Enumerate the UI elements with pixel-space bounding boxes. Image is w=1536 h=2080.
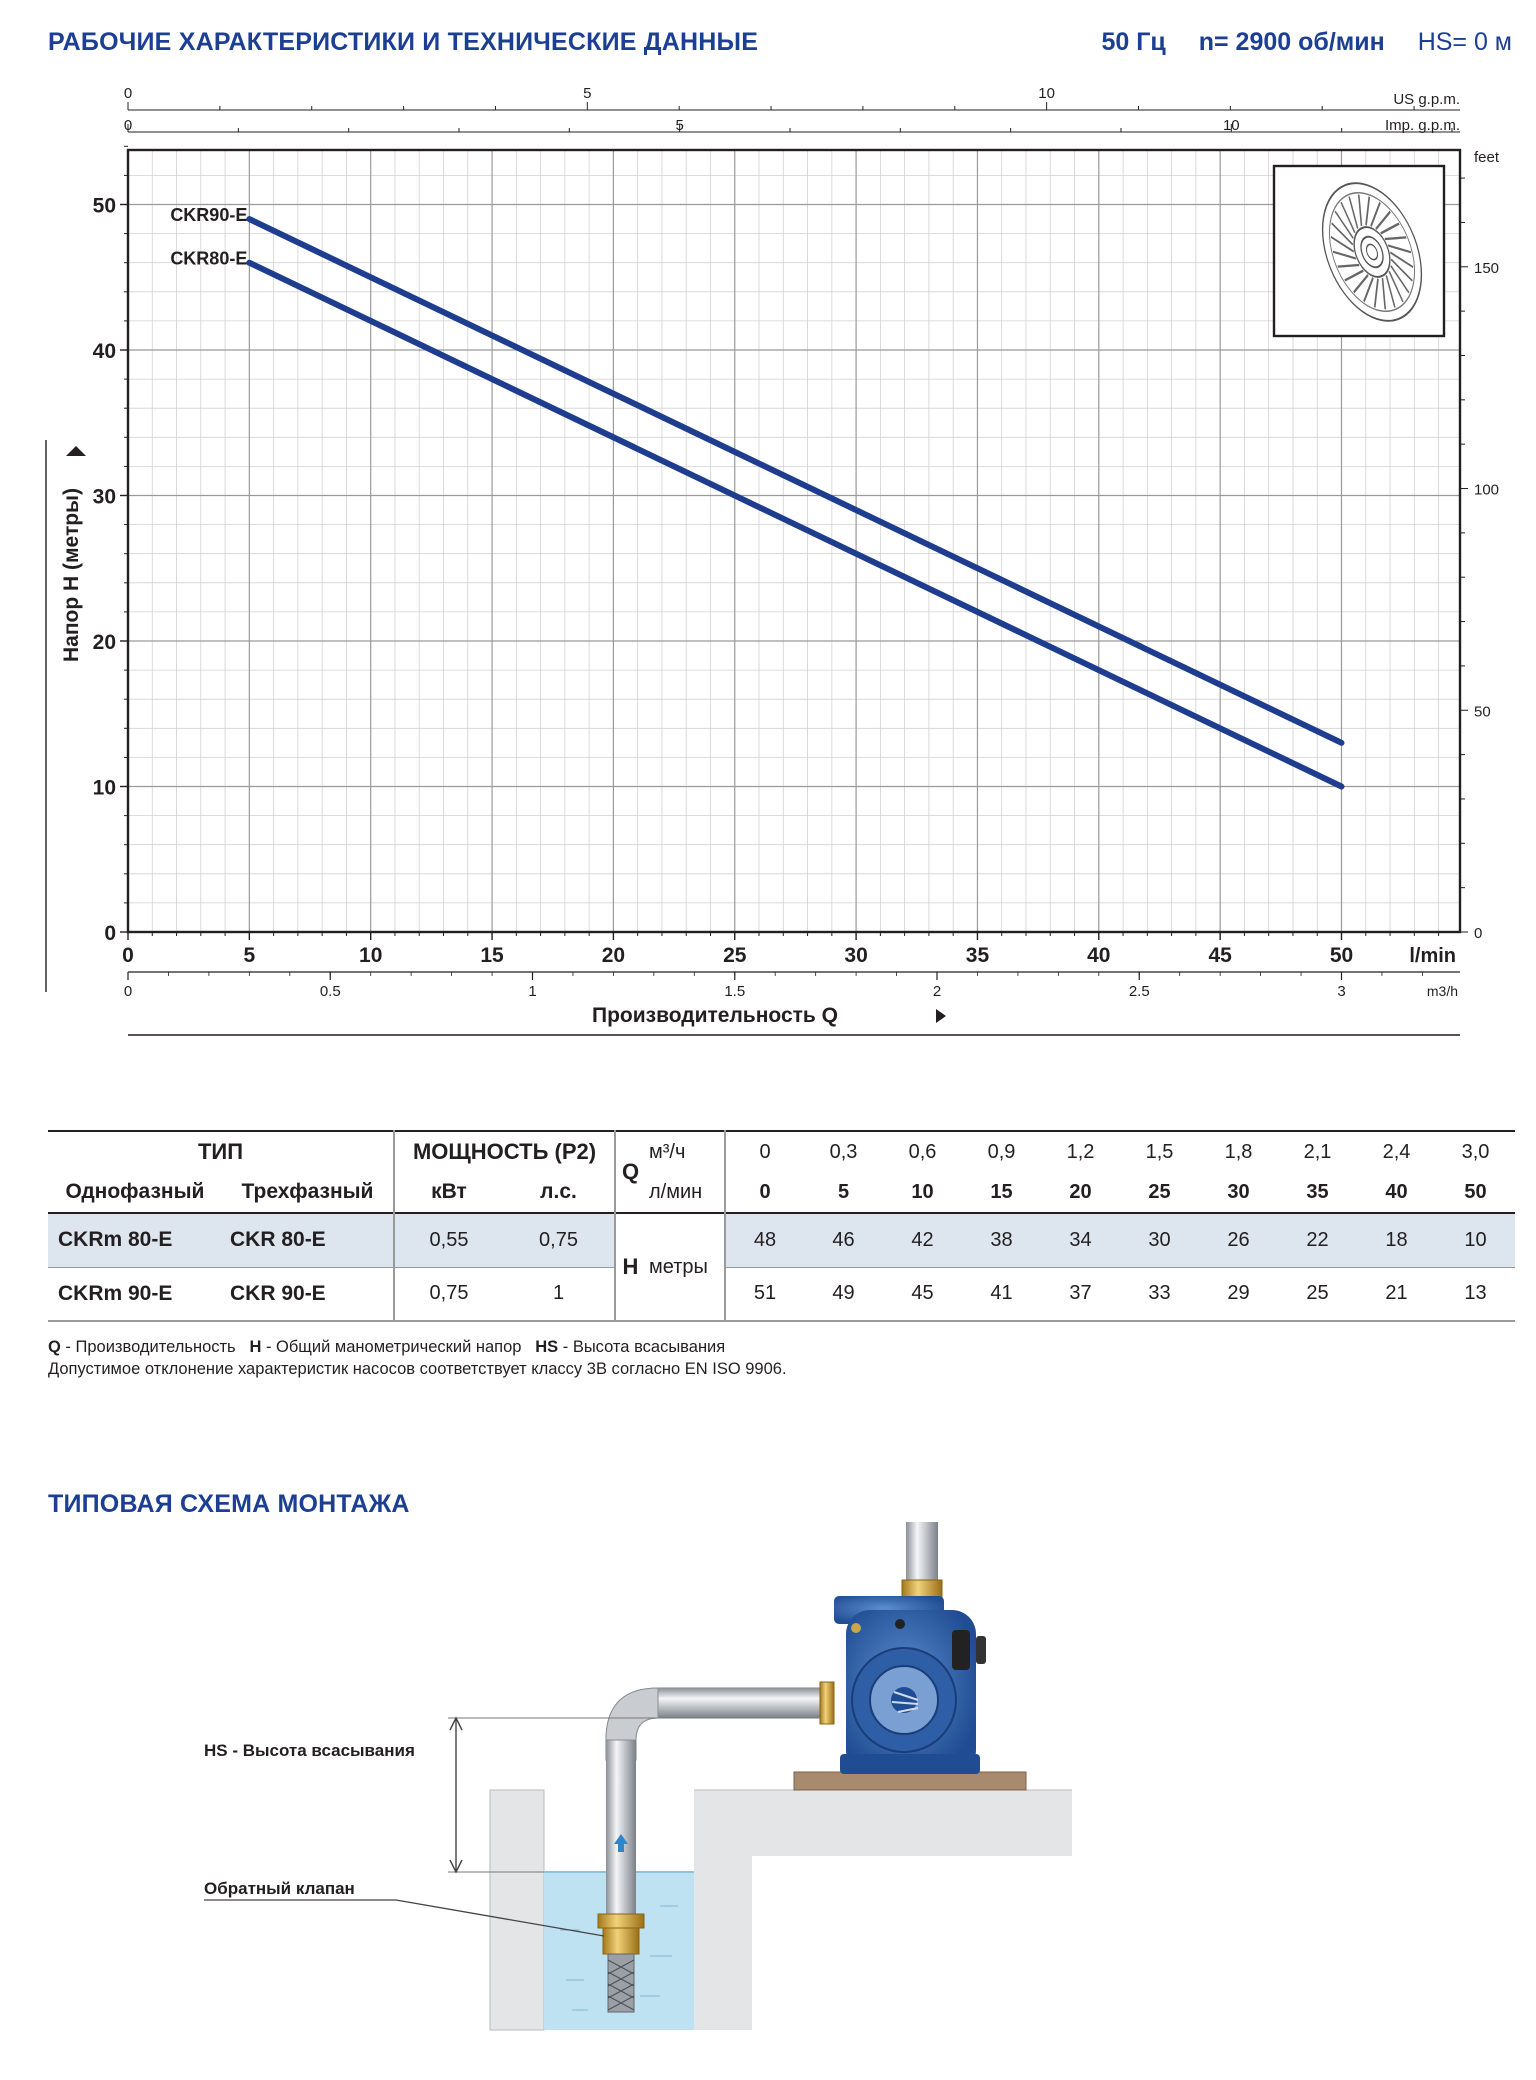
imp-gpm-tick-label: 0 (123, 117, 133, 134)
m3h-tick-label: 1.5 (724, 983, 746, 1000)
y-tick-label: 0 (104, 922, 116, 945)
x-tick-label: 5 (243, 944, 256, 967)
y-tick-label: 20 (92, 631, 116, 654)
x-axis-title: Производительность Q (591, 1004, 838, 1027)
q-lmin-cell: 20 (1069, 1180, 1092, 1203)
head-cell: 38 (962, 1213, 1041, 1267)
imp-gpm-label: Imp. g.p.m. (1384, 117, 1460, 134)
head-cell: 48 (725, 1213, 804, 1267)
performance-table (48, 1130, 1515, 1322)
q-lmin-cell: 40 (1385, 1180, 1408, 1203)
power-hp: 1 (503, 1267, 615, 1321)
power-hp: 0,75 (503, 1213, 615, 1267)
x-tick-label: 10 (359, 944, 383, 967)
q-note-text: - Производительность (60, 1338, 236, 1356)
feet-tick-label: 0 (1474, 925, 1483, 942)
q-m3h-cell: 1,2 (1066, 1140, 1095, 1163)
q-lmin-cell: 30 (1227, 1180, 1250, 1203)
series-label: CKR80-E (170, 248, 248, 269)
plot-frame (128, 150, 1460, 932)
q-unit-m3h: м³/ч (645, 1131, 725, 1172)
x-tick-label: 25 (723, 944, 747, 967)
q-m3h-cell: 0,3 (829, 1140, 858, 1163)
head-cell: 21 (1385, 1282, 1408, 1305)
x-tick-label: 45 (1208, 944, 1232, 967)
head-cell: 45 (911, 1282, 934, 1305)
q-note-symbol: Q (48, 1338, 61, 1356)
head-cell: 30 (1120, 1213, 1199, 1267)
x-tick-label: 20 (601, 944, 626, 967)
q-m3h-cell: 0 (759, 1140, 771, 1163)
model-three: CKR 90-E (222, 1267, 394, 1321)
y-tick-label: 50 (92, 194, 116, 218)
us-gpm-label: US g.p.m. (1393, 91, 1460, 108)
head-cell: 34 (1041, 1213, 1120, 1267)
x-tick-label: 0 (122, 944, 134, 967)
discharge-pipe (902, 1522, 942, 1600)
x-tick-label: 40 (1087, 944, 1111, 967)
power-header: МОЩНОСТЬ (P2) (394, 1131, 615, 1172)
flow-arrow-icon (911, 1548, 933, 1574)
q-m3h-cell: 0,9 (987, 1140, 1016, 1163)
head-cell: 25 (1306, 1282, 1329, 1305)
tolerance-note: Допустимое отклонение характеристик насосов соответствует классу 3B согласно EN ISO 9906. (48, 1360, 787, 1378)
head-cell: 33 (1148, 1282, 1171, 1305)
us-gpm-tick-label: 0 (123, 85, 133, 102)
hs-dimension (448, 1718, 820, 1872)
head-cell: 49 (832, 1282, 855, 1305)
q-m3h-cell: 1,5 (1145, 1140, 1174, 1163)
table-row (48, 1267, 1515, 1321)
head-cell: 10 (1436, 1213, 1515, 1267)
pump (834, 1596, 986, 1774)
hp-header: л.с. (503, 1172, 615, 1213)
three-phase-header: Трехфазный (222, 1172, 394, 1213)
kw-header: кВт (431, 1180, 467, 1203)
q-lmin-cell: 5 (837, 1180, 850, 1203)
q-lmin-cell: 50 (1464, 1180, 1487, 1203)
h-note-symbol: H (249, 1338, 262, 1356)
head-cell: 46 (804, 1213, 883, 1267)
us-gpm-tick-label: 5 (583, 85, 592, 102)
head-cell: 37 (1069, 1282, 1092, 1305)
m3h-tick-label: 0.5 (319, 983, 341, 1000)
h-unit: метры (645, 1213, 725, 1321)
head-cell: 26 (1199, 1213, 1278, 1267)
x-unit-label: l/min (1409, 945, 1456, 967)
well-structure (490, 1790, 1072, 2030)
hs-label: HS - Высота всасывания (204, 1741, 415, 1760)
power-kw: 0,55 (394, 1213, 503, 1267)
q-lmin-cell: 15 (990, 1180, 1013, 1203)
x-tick-label: 50 (1329, 944, 1354, 967)
feet-tick-label: 50 (1474, 703, 1491, 721)
y-tick-label: 30 (92, 485, 116, 509)
x-tick-label: 30 (844, 944, 868, 967)
single-phase-header: Однофазный (65, 1180, 205, 1203)
m3h-tick-label: 3 (1337, 983, 1346, 1000)
head-cell: 51 (753, 1282, 777, 1305)
m3h-unit-label: m3/h (1426, 983, 1458, 999)
hs-note-text: - Высота всасывания (558, 1338, 726, 1356)
q-lmin-cell: 0 (759, 1180, 771, 1203)
page-title: РАБОЧИЕ ХАРАКТЕРИСТИКИ И ТЕХНИЧЕСКИЕ ДАННЫЕ (48, 28, 759, 56)
imp-gpm-tick-label: 10 (1222, 117, 1240, 134)
legend-notes (48, 1336, 787, 1380)
y-axis-arrow-icon (66, 446, 86, 456)
y-tick-label: 40 (92, 340, 116, 363)
q-m3h-cell: 2,1 (1303, 1140, 1332, 1163)
head-cell: 42 (883, 1213, 962, 1267)
m3h-tick-label: 1 (528, 983, 537, 1000)
install-title: ТИПОВАЯ СХЕМА МОНТАЖА (48, 1490, 410, 1518)
type-header: ТИП (48, 1131, 394, 1172)
model-three: CKR 80-E (222, 1213, 394, 1267)
imp-gpm-tick-label: 5 (675, 117, 684, 134)
grid-major (128, 150, 1460, 932)
y-tick-label: 10 (92, 776, 116, 800)
feet-tick-label: 150 (1474, 259, 1500, 277)
suction-pipe (606, 1682, 834, 1920)
q-lmin-cell: 25 (1148, 1180, 1171, 1203)
flow-arrow-icon (614, 1834, 628, 1852)
hs-note-symbol: HS (535, 1338, 559, 1356)
x-tick-label: 35 (965, 944, 990, 967)
head-cell: 29 (1227, 1282, 1250, 1305)
q-m3h-cell: 1,8 (1224, 1140, 1253, 1163)
suction-height: HS= 0 м (1417, 28, 1512, 56)
water (544, 1872, 694, 2030)
series-label: CKR90-E (170, 205, 248, 226)
q-unit-lmin: л/мин (645, 1172, 725, 1213)
q-lmin-cell: 10 (911, 1180, 934, 1203)
feet-label: feet (1474, 149, 1500, 166)
h-symbol: H (622, 1254, 639, 1279)
us-gpm-tick-label: 10 (1038, 85, 1055, 102)
q-m3h-cell: 0,6 (908, 1140, 937, 1163)
series-line-ckr90-e (249, 219, 1341, 743)
impeller-icon (1274, 166, 1444, 336)
model-single: CKRm 90-E (58, 1281, 173, 1305)
x-tick-label: 15 (480, 944, 504, 967)
q-symbol: Q (621, 1159, 640, 1184)
feet-tick-label: 100 (1474, 481, 1500, 499)
frequency: 50 Гц (1101, 28, 1166, 56)
table-row (48, 1213, 1515, 1267)
model-single: CKRm 80-E (48, 1213, 222, 1267)
y-axis-title: Напор H (метры) (60, 488, 83, 662)
symbol-legend (48, 1336, 787, 1358)
grid-minor (128, 150, 1460, 932)
m3h-tick-label: 2.5 (1128, 983, 1150, 1000)
head-cell: 22 (1278, 1213, 1357, 1267)
m3h-tick-label: 2 (932, 983, 942, 1000)
q-lmin-cell: 35 (1306, 1180, 1329, 1203)
head-cell: 18 (1357, 1213, 1436, 1267)
valve-leader (204, 1900, 604, 1936)
m3h-tick-label: 0 (123, 983, 133, 1000)
speed: n= 2900 об/мин (1198, 28, 1385, 56)
h-note-text: - Общий манометрический напор (261, 1338, 522, 1356)
q-m3h-cell: 2,4 (1382, 1140, 1411, 1163)
base-plate (794, 1772, 1026, 1790)
head-cell: 41 (990, 1282, 1013, 1305)
curves (249, 219, 1341, 786)
q-m3h-cell: 3,0 (1461, 1140, 1490, 1163)
valve-label: Обратный клапан (204, 1879, 355, 1898)
x-axis-arrow-icon (936, 1009, 946, 1023)
power-kw: 0,75 (429, 1282, 469, 1305)
head-cell: 13 (1464, 1282, 1487, 1305)
check-valve (598, 1914, 644, 2012)
